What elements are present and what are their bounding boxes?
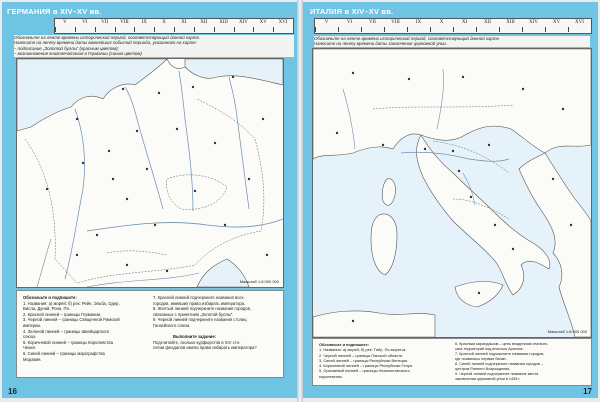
- left-instruction-line: – подписание „Золотой буллы“ (красным цветом);: [14, 45, 119, 51]
- century-tick: [75, 27, 76, 32]
- legend-line: союза.: [23, 334, 37, 340]
- legend-line: Чехия.: [23, 345, 36, 351]
- century-label: XIII: [506, 20, 515, 25]
- century-label: XI: [181, 20, 187, 25]
- legend-line: 3. Черной линией – границы Священной Римской: [23, 317, 120, 323]
- century-label: VI: [82, 20, 88, 25]
- right-tasks-column-1: [319, 342, 449, 379]
- legend-line: 3. Синей линией – границы Республики Венеция.: [319, 357, 409, 363]
- right-instruction-line: Нанесите на ленту времени даты заключения церковной унии.: [314, 41, 448, 47]
- legend-line: Висла, Дунай, Рона, По.: [23, 306, 71, 312]
- century-tick: [154, 27, 155, 32]
- italy-contour-map: [312, 48, 592, 338]
- right-instruction-line: Обозначьте на ленте времени исторический период, соответствующий данной карте.: [314, 36, 501, 41]
- germany-map-drawing: [17, 59, 283, 287]
- legend-line: 6. Красным карандашом – цепь владениям итальян-: [455, 342, 548, 346]
- legend-line: королевства.: [319, 373, 343, 379]
- task-heading: Выполните задание:: [173, 334, 217, 340]
- legend-line: Ганзейского союза.: [153, 322, 191, 328]
- century-label: IX: [415, 20, 422, 25]
- century-label: IX: [141, 20, 147, 25]
- right-tasks-column-2: [455, 342, 587, 382]
- century-label: XI: [461, 20, 468, 25]
- century-tick: [407, 27, 408, 32]
- legend-line: 8. Желтый линией подчеркните названия городов,: [153, 306, 252, 312]
- left-page-number: 16: [8, 387, 17, 396]
- germany-contour-map: [16, 58, 284, 288]
- century-label: XVI: [278, 20, 288, 25]
- century-label: XV: [259, 20, 267, 25]
- legend-line: 8. Синей линией подчеркните названия городов –: [455, 362, 543, 366]
- legend-line: 2. Красной линией – границы Германии.: [23, 311, 102, 317]
- legend-line: летии феодалов имели право избирать императора?: [153, 345, 257, 351]
- left-tasks-box: [16, 290, 284, 378]
- legend-line: Подсчитайте, сколько курфюрстов в XIV сто-: [153, 339, 241, 345]
- italy-map-drawing: [313, 49, 591, 337]
- century-tick: [115, 27, 116, 32]
- century-tick: [568, 27, 569, 32]
- right-tasks-box: [312, 338, 592, 386]
- century-label: XII: [484, 20, 491, 25]
- legend-line: где появились первые банки.: [455, 357, 507, 361]
- century-label: VIII: [391, 20, 400, 25]
- century-tick: [476, 27, 477, 32]
- left-instruction-line: Нанесите на ленту времени даты важнейших событий периода, указанного на карте:: [14, 40, 197, 46]
- century-label: VI: [346, 20, 353, 25]
- century-label: VII: [101, 20, 109, 25]
- right-page-title: ИТАЛИЯ в XIV–XV вв.: [310, 7, 394, 16]
- century-tick: [453, 27, 454, 32]
- legend-line: 2. Черной линией – границы Папской области.: [319, 352, 404, 358]
- century-label: XIII: [219, 20, 228, 25]
- century-label: XVI: [575, 20, 584, 25]
- legend-line: 1. Названия: а) морей; б) рек: Рейн, Эльба, Одер,: [23, 300, 120, 306]
- century-label: X: [439, 20, 444, 25]
- century-tick: [95, 27, 96, 32]
- left-tasks-column-1: [23, 295, 147, 362]
- century-tick: [194, 27, 195, 32]
- century-tick: [214, 27, 215, 32]
- legend-line: 9. Черной линией подчеркните названия столиц: [153, 317, 247, 323]
- right-page: [302, 2, 598, 398]
- right-instructions: [314, 36, 590, 47]
- legend-line: 5. Коричневой линией – границы Королевства: [23, 339, 113, 345]
- left-page-title: ГЕРМАНИЯ в XIV–XV вв.: [7, 7, 102, 16]
- century-tick: [134, 27, 135, 32]
- legend-line: центров Раннего Возрождения.: [455, 367, 511, 371]
- century-tick: [384, 27, 385, 32]
- legend-line: связанных с принятием „Золотой буллы“.: [153, 311, 234, 317]
- century-tick: [253, 27, 254, 32]
- legend-line: 1. Названия: а) морей; б) рек: Тибр, По-мореток: [319, 347, 406, 353]
- century-label: V: [63, 20, 67, 25]
- legend-line: ских территорий под властью Арагона.: [455, 347, 524, 351]
- left-instruction-line: Обозначьте на ленте времени исторический период, соответствующий данной карте.: [14, 35, 201, 40]
- legend-line: 7. Красной линией подчеркните названия всех: [153, 295, 244, 300]
- century-label: XII: [200, 20, 208, 25]
- legend-line: империи.: [23, 322, 41, 328]
- legend-line: 7. Красной линией подчеркните названия городов,: [455, 352, 545, 356]
- legend-line: городов, имевших право избирать императора.: [153, 300, 246, 306]
- left-map-scale: Масштаб 1:8 000 000: [239, 279, 279, 284]
- century-label: XV: [552, 20, 561, 25]
- left-instructions: [14, 35, 294, 57]
- right-page-number: 17: [583, 387, 592, 396]
- century-tick: [174, 27, 175, 32]
- century-label: VII: [369, 20, 376, 25]
- century-label: XIV: [238, 20, 248, 25]
- century-tick: [499, 27, 500, 32]
- legend-line: Обозначьте и подпишите:: [319, 342, 369, 347]
- legend-line: 4. Зеленой линией – границы Швейцарского: [23, 328, 110, 334]
- century-tick: [361, 27, 362, 32]
- century-tick: [315, 27, 316, 32]
- legend-line: 4. Коричневой линией – границы Республики Генуя.: [319, 363, 413, 369]
- legend-line: Моравия.: [23, 356, 42, 362]
- century-tick: [234, 27, 235, 32]
- left-page: [2, 2, 298, 398]
- century-label: XIV: [529, 20, 538, 25]
- legend-line: 5. Оранжевой линией – границы Неаполитанского: [319, 368, 410, 374]
- century-label: V: [324, 20, 329, 25]
- legend-line: 9. Черной линией подчеркните название места: [455, 372, 539, 376]
- right-timeline-ruler: [314, 18, 592, 34]
- left-instruction-line: – возникновение книгопечатания в Германии (синим цветом).: [14, 51, 144, 57]
- left-tasks-column-2: [153, 295, 279, 351]
- century-tick: [522, 27, 523, 32]
- legend-line: Обозначьте и подпишите:: [23, 295, 77, 300]
- legend-line: 6. Синей линией – границы маркграфства: [23, 350, 105, 356]
- book-gutter: [297, 0, 303, 402]
- century-label: X: [162, 20, 166, 25]
- century-tick: [545, 27, 546, 32]
- century-tick: [55, 27, 56, 32]
- century-tick: [338, 27, 339, 32]
- left-timeline-ruler: [54, 18, 294, 34]
- century-tick: [430, 27, 431, 32]
- right-map-scale: Масштаб 1:8 000 000: [547, 329, 587, 334]
- century-label: VIII: [120, 20, 129, 25]
- century-tick: [273, 27, 274, 32]
- legend-line: заключения церковной унии в 1439 г.: [455, 377, 521, 381]
